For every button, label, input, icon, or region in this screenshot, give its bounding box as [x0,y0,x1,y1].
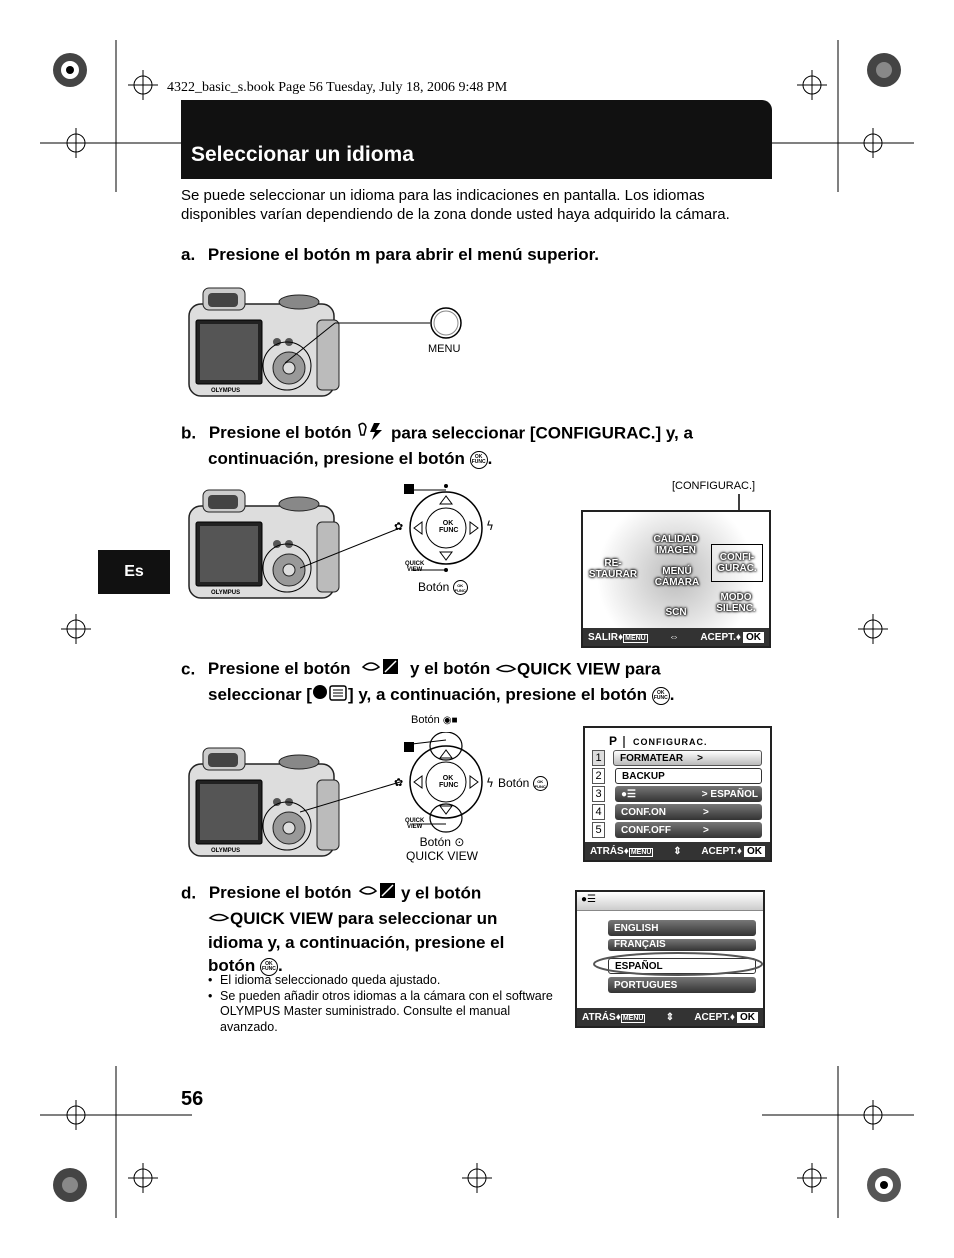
bulb-flash-icon [356,421,386,447]
step-text: Presione el botón m para abrir el menú superior. [207,245,600,264]
step-b: b. Presione el botón para seleccionar [CONFIGURAC.] y, a continuación, presione el botón OK FUNC . [181,421,781,470]
quick-view-mini-label: QUICK VIEW [405,561,425,573]
ok-func-icon: OK FUNC [470,451,488,469]
screen-status-bar: SALIR♦ MENU ⇔ ACEPT.♦ OK [583,628,769,646]
language-option: PORTUGUES [608,977,756,993]
quick-view-icon [208,908,230,931]
menu-item-menu-camara: MENÚ CÁMARA [654,566,700,588]
arrows-icon: ⇔ [669,631,680,643]
ok-button-caption: Botón OK FUNC [498,776,546,790]
configurac-callout-label: [CONFIGURAC.] [672,480,756,492]
language-menu-icon: ●☰ [581,894,597,905]
language-tab: Es [98,550,170,594]
screen-status-bar: ATRÁS♦ MENU ⇕ ACEPT.♦ OK [585,842,770,860]
exposure-button-caption: Botón ◉■ [411,714,458,726]
title-bar [181,100,772,179]
screen-header [577,892,763,911]
language-option: ENGLISH [608,920,756,936]
ok-center-label: OK FUNC [439,775,459,789]
intro-paragraph: Se puede seleccionar un idioma para las indicaciones en pantalla. Los idiomas disponibles varían dependiendo de la zona donde usted haya adquirido la cámara. [181,187,730,223]
quick-view-icon: ⊙ [454,835,465,849]
config-title: CONFIGURAC. [633,737,708,747]
step-letter: c. [181,659,196,679]
list-item: • El idioma seleccionado queda ajustado. [208,973,558,989]
config-row-formatear: FORMATEAR > [613,750,762,766]
quick-view-icon [495,659,517,682]
quick-view-button-caption: Botón ⊙ QUICK VIEW [406,835,479,863]
top-menu-screen [581,510,771,648]
svg-text:✿: ✿ [394,520,404,533]
page-number: 56 [181,1088,204,1110]
config-row-conf-off: CONF.OFF > [615,822,762,838]
ok-center-label: OK FUNC [439,520,459,534]
svg-text:ϟ: ϟ [486,519,494,533]
menu-item-scn: SCN [665,607,687,618]
step-d: d. Presione el botón y el botón QUICK VIEW para seleccionar un idioma y, a continuación, presione el botón OK FUNC . [181,881,561,977]
ok-func-icon: OK FUNC [260,958,278,976]
eye-exposure-icon [355,657,399,683]
svg-text:ϟ: ϟ [486,776,494,790]
language-menu-icon: ●☰ [621,788,637,800]
eye-exposure-icon [356,881,396,907]
screen-status-bar: ATRÁS♦ MENU ⇕ ACEPT.♦ OK [577,1008,763,1026]
book-header: 4322_basic_s.book Page 56 Tuesday, July 18, 2006 9:48 PM [167,80,508,95]
arrow-pad-diagram-b [300,478,510,608]
quick-view-mini-label: QUICK VIEW [405,818,425,830]
ok-button-caption: Botón OK FUNC [418,580,466,594]
up-down-arrows-icon: ⇕ [665,1011,675,1023]
config-row-backup: BACKUP [615,768,762,784]
language-option: FRANÇAIS [608,939,756,951]
config-menu-screen: P CONFIGURAC. 1 FORMATEAR > 2 BACKUP 3 ●☰ > ESPAÑOL 4 CONF.ON > 5 CONF.OFF > ATRÁS♦ MENU ⇕ ACEPT.♦ OK [583,726,772,862]
menu-item-configurac-selected: CONFI- GURAC. [711,544,763,582]
menu-button-label: MENU [428,343,461,355]
language-option-selected: ESPAÑOL [608,958,756,974]
menu-item-calidad: CALIDAD IMAGEN [653,534,699,556]
page-title: Seleccionar un idioma [191,143,414,166]
language-menu-icon [312,684,348,708]
notes-list [208,973,558,1035]
selection-highlight-ellipse [590,950,770,980]
menu-item-modo-silenc: MODO SILENC. [716,592,756,614]
step-letter: d. [181,883,197,903]
ok-func-icon: OK FUNC [652,687,670,705]
config-row-conf-on: CONF.ON > [615,804,762,820]
step-letter: b. [181,423,197,443]
config-row-language: ●☰ > ESPAÑOL [615,786,762,802]
svg-text:✿: ✿ [394,776,404,789]
up-down-arrows-icon: ⇕ [673,845,682,857]
step-a [181,243,599,266]
step-c: c. Presione el botón y el botón QUICK VIEW para seleccionar [ ] y, a continuación, presione el botón OK FUNC . [181,657,781,708]
menu-item-restaurar: RE- STAURAR [588,558,638,580]
mode-prefix: P [609,734,618,748]
eye-exposure-icon: ◉■ [442,715,458,726]
step-letter: a. [181,245,196,264]
list-item: • Se pueden añadir otros idiomas a la cámara con el software OLYMPUS Master suministrado. Consulte el manual avanzado. [208,989,558,1036]
